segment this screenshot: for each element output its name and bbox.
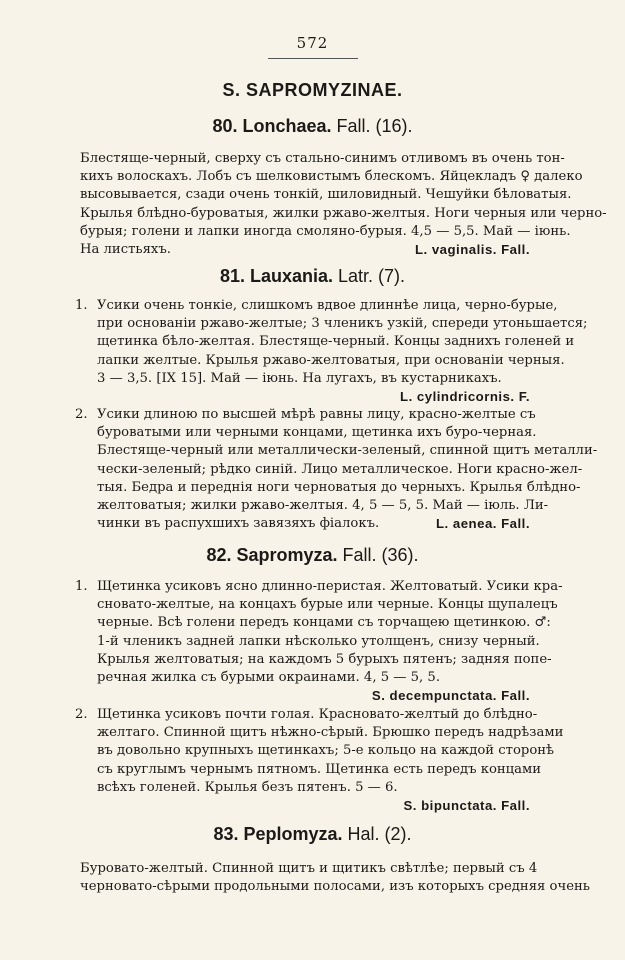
text-line: чески-зеленый; рѣдко синій. Лицо металлическое. Ноги красно-жел- (97, 461, 583, 477)
text-line: черные. Всѣ голени передъ концами съ торчащею щетинкою. ♂: (97, 615, 551, 631)
text-line: съ круглымъ чернымъ пятномъ. Щетинка есть передъ концами (97, 761, 542, 777)
species-line (80, 241, 530, 259)
genus-82-heading (0, 545, 625, 566)
genus-82-author: Fall. (36). (342, 545, 419, 565)
text-line: речная жилка съ бурыми окраинами. 4, 5 — 5, 5. (97, 670, 441, 686)
text-line: Щетинка усиковъ ясно длинно-перистая. Желтоватый. Усики кра- (97, 579, 563, 594)
genus-83-heading (0, 824, 625, 845)
text-line: тыя. Бедра и переднія ноги черноватыя до черныхъ. Крылья блѣдно- (97, 479, 581, 495)
species-name: S. decempunctata. Fall. (371, 688, 530, 704)
text-line: Блестяще-черный, сверху съ стально-синимъ отливомъ въ очень тон- (80, 151, 565, 166)
item-number: 2. (75, 407, 88, 422)
text-line: буроватыми или черными концами, щетинка ихъ буро-черная. (97, 425, 537, 441)
genus-80-description (80, 150, 607, 259)
text-line: желтаго. Спинной щитъ нѣжно-сѣрый. Брюшко передъ надрѣзами (97, 725, 564, 741)
species-name: S. bipunctata. Fall. (403, 798, 530, 814)
text-line: 3 — 3,5. [IX 15]. Май — іюнь. На лугахъ, въ кустарникахъ. (97, 370, 502, 386)
genus-82-item-2 (97, 706, 564, 816)
text-line: Крылья блѣдно-буроватыя, жилки ржаво-желтыя. Ноги черныя или черно- (80, 205, 607, 221)
page-number-rule (268, 58, 358, 59)
genus-83-description (80, 860, 590, 896)
genus-81-heading (0, 266, 625, 287)
genus-83-author: Hal. (2). (347, 824, 412, 844)
text-line: высовывается, сзади очень тонкій, шиловидный. Чешуйки бѣловатыя. (80, 187, 572, 203)
genus-80-author: Fall. (16). (336, 116, 413, 136)
item-number: 1. (75, 579, 88, 594)
text-line: сновато-желтые, на концахъ бурые или черные. Концы щупалецъ (97, 597, 558, 613)
page-number: 572 (296, 34, 329, 52)
text-line: лапки желтые. Крылья ржаво-желтоватыя, при основаніи черныя. (97, 352, 565, 368)
text-line: бурыя; голени и лапки иногда смоляно-бурыя. 4,5 — 5,5. Май — іюнь. (80, 223, 571, 239)
text-line: Блестяще-черный или металлически-зеленый, спинной щитъ металли- (97, 443, 598, 459)
text-line: черновато-сѣрыми продольными полосами, изъ которыхъ средняя очень (80, 879, 590, 895)
text-line: Усики очень тонкіе, слишкомъ вдвое длиннѣе лица, черно-бурые, (97, 298, 558, 313)
text-line: 1-й членикъ задней лапки нѣсколько утолщенъ, снизу черный. (97, 633, 540, 649)
genus-80-heading (0, 116, 625, 137)
text-line: Усики длиною по высшей мѣрѣ равны лицу, красно-желтые съ (97, 407, 536, 422)
species-name: L. aenea. Fall. (436, 516, 530, 532)
text-line: чинки въ распухшихъ завязяхъ фіалокъ. (97, 516, 380, 532)
genus-81-item-2 (97, 406, 598, 533)
text-line: желтоватыя; жилки ржаво-желтыя. 4, 5 — 5, 5. Май — іюль. Ли- (97, 498, 549, 514)
text-line: На листьяхъ. (80, 242, 171, 258)
text-line: при основаніи ржаво-желтые; 3 членикъ узкій, спереди утоньшается; (97, 316, 588, 332)
genus-81-item-1 (97, 297, 588, 407)
genus-82-title: 82. Sapromyza. (206, 545, 338, 565)
text-line: щетинка бѣло-желтая. Блестяще-черный. Концы заднихъ голеней и (97, 334, 575, 350)
species-name: L. cylindricornis. F. (400, 389, 530, 405)
text-line: Буровато-желтый. Спинной щитъ и щитикъ свѣтлѣе; первый съ 4 (80, 861, 538, 876)
subfamily-heading: S. SAPROMYZINAE. (222, 80, 403, 100)
item-number: 1. (75, 298, 88, 313)
genus-83-title: 83. Peplomyza. (213, 824, 343, 844)
text-line: кихъ волоскахъ. Лобъ съ шелковистымъ блескомъ. Яйцекладъ ♀ далеко (80, 169, 583, 185)
genus-81-author: Latr. (7). (338, 266, 406, 286)
text-line: Щетинка усиковъ почти голая. Красновато-желтый до блѣдно- (97, 707, 538, 722)
genus-81-title: 81. Lauxania. (219, 266, 333, 286)
text-line: Крылья желтоватыя; на каждомъ 5 бурыхъ пятенъ; задняя попе- (97, 651, 552, 667)
text-line: въ довольно крупныхъ щетинкахъ; 5-е кольцо на каждой сторонѣ (97, 743, 555, 759)
genus-82-item-1 (97, 578, 563, 706)
genus-80-title: 80. Lonchaea. (212, 116, 332, 136)
species-name: L. vaginalis. Fall. (414, 242, 530, 258)
text-line: всѣхъ голеней. Крылья безъ пятенъ. 5 — 6. (97, 779, 398, 795)
species-line (97, 515, 530, 533)
item-number: 2. (75, 707, 88, 722)
